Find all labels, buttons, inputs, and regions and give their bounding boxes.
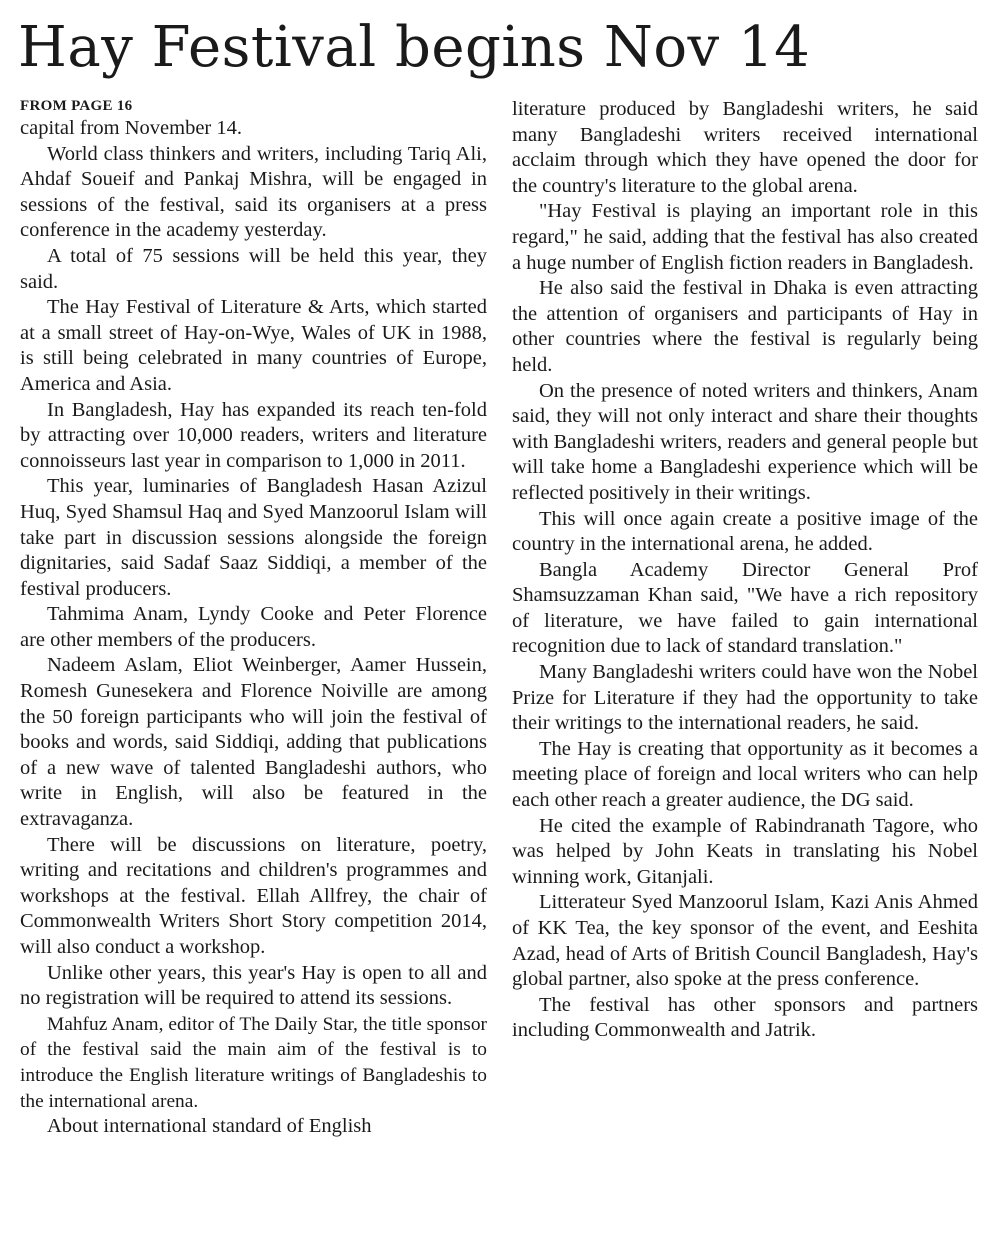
paragraph: About international standard of English bbox=[47, 1115, 372, 1138]
paragraph: Tahmima Anam, Lyndy Cooke and Peter Florence are other members of the producers. bbox=[20, 603, 487, 651]
paragraph: This year, luminaries of Bangladesh Hasan Azizul Huq, Syed Shamsul Haq and Syed Manzoorul Islam will take part in discussion sessions alongside the foreign dignitaries, said Sadaf Saaz Siddiqi, a member of the festival producers. bbox=[20, 475, 487, 600]
paragraph: This will once again create a positive image of the country in the international arena, he added. bbox=[512, 507, 978, 556]
paragraph: The festival has other sponsors and partners including Commonwealth and Jatrik. bbox=[512, 993, 978, 1042]
paragraph: World class thinkers and writers, including Tariq Ali, Ahdaf Soueif and Pankaj Mishra, will be engaged in sessions of the festival, said its organisers at a press conference in the academy yesterday. bbox=[20, 142, 487, 242]
paragraph: Litterateur Syed Manzoorul Islam, Kazi Anis Ahmed of KK Tea, the key sponsor of the event, and Eeshita Azad, head of Arts of British Council Bangladesh, Hay's global partner, also spoke at the press conference. bbox=[512, 891, 978, 991]
paragraph: The Hay is creating that opportunity as it becomes a meeting place of foreign and local writers who can help each other reach a greater audience, the DG said. bbox=[512, 737, 978, 812]
paragraph: He cited the example of Rabindranath Tagore, who was helped by John Keats in translating his Nobel winning work, Gitanjali. bbox=[512, 814, 978, 888]
jump-label: FROM PAGE 16 bbox=[20, 98, 133, 114]
paragraph: Unlike other years, this year's Hay is open to all and no registration will be required to attend its sessions. bbox=[20, 961, 487, 1010]
paragraph: In Bangladesh, Hay has expanded its reach ten-fold by attracting over 10,000 readers, writers and literature connoisseurs last year in comparison to 1,000 in 2011. bbox=[20, 398, 487, 472]
paragraph: Bangla Academy Director General Prof Shamsuzzaman Khan said, "We have a rich repository of literature, we have failed to gain international recognition due to lack of standard translation." bbox=[512, 558, 978, 658]
paragraph: Mahfuz Anam, editor of The Daily Star, the title sponsor of the festival said the main aim of the festival is to introduce the English literature writings of Bangladeshis to the international arena. bbox=[20, 1013, 487, 1112]
paragraph: There will be discussions on literature, poetry, writing and recitations and children's programmes and workshops at the festival. Ellah Allfrey, the chair of Commonwealth Writers Short Story competition 2014, will also conduct a workshop. bbox=[20, 833, 487, 958]
article-column-right bbox=[512, 97, 978, 1044]
paragraph: capital from November 14. bbox=[20, 117, 243, 139]
headline: Hay Festival begins Nov 14 bbox=[18, 15, 811, 80]
paragraph: Nadeem Aslam, Eliot Weinberger, Aamer Hussein, Romesh Gunesekera and Florence Noiville are among the 50 foreign participants who will join the festival of books and words, said Siddiqi, adding that publications of a new wave of talented Bangladeshi authors, who write in English, will also be featured in the extravaganza. bbox=[20, 654, 487, 831]
paragraph: Many Bangladeshi writers could have won the Nobel Prize for Literature if they had the opportunity to take their writings to the international readers, he said. bbox=[512, 661, 978, 735]
paragraph: He also said the festival in Dhaka is even attracting the attention of organisers and participants of Hay in other countries where the festival is regularly being held. bbox=[512, 277, 978, 376]
article-column-left bbox=[20, 96, 487, 1140]
paragraph: literature produced by Bangladeshi writers, he said many Bangladeshi writers received international acclaim through which they have opened the door for the country's literature to the global arena. bbox=[512, 98, 978, 197]
paragraph: "Hay Festival is playing an important role in this regard," he said, adding that the festival has also created a huge number of English fiction readers in Bangladesh. bbox=[512, 200, 978, 274]
paragraph: A total of 75 sessions will be held this year, they said. bbox=[20, 244, 487, 293]
paragraph: On the presence of noted writers and thinkers, Anam said, they will not only interact and share their thoughts with Bangladeshi writers, readers and general people but will take home a Bangladeshi experience which will be reflected positively in their writings. bbox=[512, 379, 978, 504]
paragraph: The Hay Festival of Literature & Arts, which started at a small street of Hay-on-Wye, Wales of UK in 1988, is still being celebrated in many countries of Europe, America and Asia. bbox=[20, 296, 487, 395]
